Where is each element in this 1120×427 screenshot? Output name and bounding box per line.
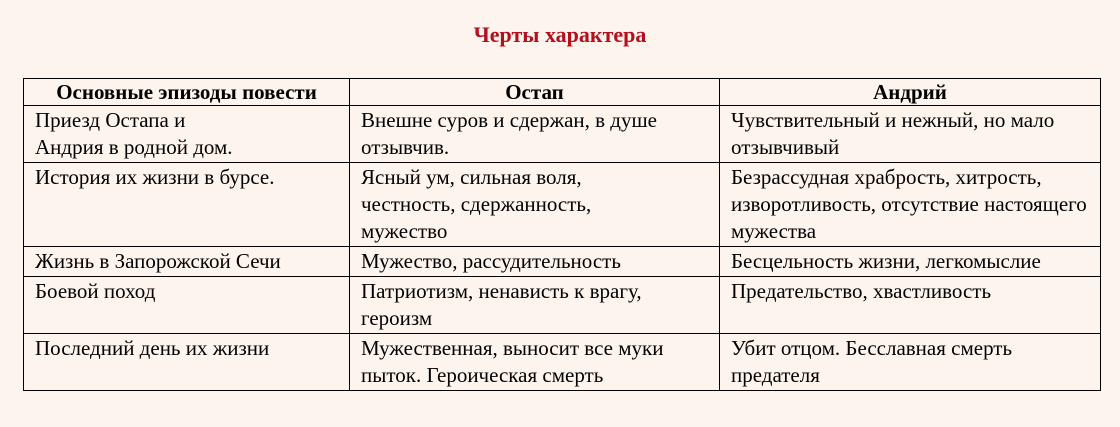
ostap-cell: Внешне суров и сдержан, в душе отзывчив. [350,106,720,163]
table-row [24,106,1101,163]
ostap-cell: Патриотизм, ненависть к врагу, героизм [350,277,720,334]
andriy-cell [720,106,1101,163]
character-traits-table [23,78,1101,391]
table-row [24,334,1101,391]
table-row [24,163,1101,247]
andriy-cell: Безрассудная храбрость, хитрость, изворотливость, отсутствие настоящего мужества [720,163,1101,247]
andriy-cell: Предательство, хвастливость [720,277,1101,334]
episode-cell: Жизнь в Запорожской Сечи [24,247,350,277]
ostap-cell: Мужество, рассудительность [350,247,720,277]
ostap-text: Ясный ум, сильная воля, честность, сдержанность, мужество [361,165,592,243]
header-episodes: Основные эпизоды повести [24,79,350,106]
episode-cell: Последний день их жизни [24,334,350,391]
episode-cell [24,106,350,163]
table-row [24,277,1101,334]
table-header-row [24,79,1101,106]
andriy-text: Чувствительный и нежный, но мало отзывчивый [731,108,1055,159]
episode-cell: История их жизни в бурсе. [24,163,350,247]
ostap-cell: Мужественная, выносит все муки пыток. Героическая смерть [350,334,720,391]
andriy-cell: Убит отцом. Бесславная смерть предателя [720,334,1101,391]
episode-cell: Боевой поход [24,277,350,334]
ostap-cell [350,163,720,247]
page-title: Черты характера [473,22,647,47]
header-andriy: Андрий [720,79,1101,106]
andriy-cell: Бесцельность жизни, легкомыслие [720,247,1101,277]
table-row [24,247,1101,277]
episode-text: Приезд Остапа и Андрия в родной дом. [35,108,233,159]
header-ostap: Остап [350,79,720,106]
